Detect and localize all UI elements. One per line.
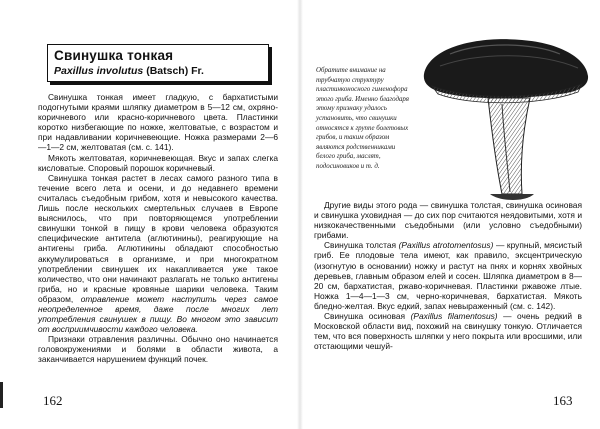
latin-name — [54, 64, 262, 78]
book-gutter — [297, 0, 303, 429]
paragraph-thick — [314, 240, 582, 311]
mushroom-illustration — [410, 34, 594, 210]
page-edge-mark — [0, 382, 3, 408]
latin-genus-species: Paxillus involutus — [54, 65, 144, 77]
illustration-caption: Обратите внимание на трубчатую структуру пластинконосного гименофора этого гриба. Именно благодаря этому признаку удалось установить, что свинушки относятся к группе болетовых грибов, и таким образом являются родственниками белого гриба, маслят, подосиновиков и т. д. — [316, 67, 409, 170]
left-body-text — [38, 92, 278, 365]
page-title: Свинушка тонкая — [54, 48, 174, 63]
mushroom-cap-shape — [424, 39, 588, 98]
title-box — [47, 44, 269, 82]
paragraph-text: Свинушка тонкая растет в лесах самого разного типа в течение всего лета и осени, и до недавнего времени считалась съедобным грибом, хотя и невысокого качества. Лишь после нескольких смертельных случаев в Европе выяснилось, что при повторяющемся употреблении свинушки тонкой в пищу в крови человека образуются специфические антитела (аглютинины), реагирующие на антигены гриба. Аглютинины обладают способностью аккумулироваться в организме, и при многократном употреблении свинушек их накапливается уже такое количество, что они начинают разлагать не только антигены гриба, но и красные кровяные шарики человека. Таким образом, — [38, 172, 278, 304]
page-number-left: 162 — [43, 393, 63, 408]
paragraph: Признаки отравления различны. Обычно оно начинается головокружениями и болями в области живота, а заканчивается нарушением функций почек. — [38, 334, 278, 365]
species-name: Свинушка толстая — [324, 240, 397, 251]
page-number-right: 163 — [553, 393, 573, 408]
latin-author: (Batsch) Fr. — [143, 65, 204, 77]
italic-warning: отравление может наступить через самое неопределенное время, даже после многих лет употребления свинушек в пищу. Во многом это зависит от восприимчивости каждого человека. — [38, 293, 278, 335]
paragraph: Мякоть желтоватая, коричневеющая. Вкус и запах слегка кисловатые. Споровый порошок коричневый. — [38, 152, 278, 173]
right-body-text — [314, 200, 582, 351]
species-latin: (Paxillus atrotomentosus) — [398, 240, 494, 251]
species-description: — крупный, мясистый гриб. Ее плодовые тела имеют, как правило, эксцентрическую (изогнутую в основании) ножку и растут на пнях и корнях хвойных деревьев, главным образом елей и сосен. Шляпка диаметром в 8—20 см, бархатистая, ржаво-коричневая. Пластинки ржавоже лтые. Ножка 1—4—1—3 см, черно-коричневая, бархатистая. Мякоть бледно-желтая. Вкус едкий, запах невыраженный (см. с. 142). — [314, 240, 582, 311]
paragraph — [38, 173, 278, 335]
paragraph: Свинушка тонкая имеет гладкую, с бархатистыми подогнутыми краями шляпку диаметром в 5—12 см, охряно-коричневого или красно-коричневого цвета. Пластинки коротко низбегающие по ножке, желтоватые, с возрастом и при надавливании коричневеющие. Ножка размерами 2—6—1—2 см, желтоватая (см. с. 141). — [38, 92, 278, 153]
species-name: Свинушка осиновая — [324, 311, 406, 322]
species-description: — очень редкий в Московской области вид, похожий на свинушку тонкую. Отличается тем, что вся поверхность шляпки у него покрыта или вросшими, или отстающими чешуй- — [314, 311, 583, 352]
paragraph-aspen — [314, 311, 582, 351]
paragraph: Другие виды этого рода — свинушка толстая, свинушка осиновая и свинушка уховидная — до сих пор считаются неядовитыми, хотя и низкокачественными съедобными (или условно съедобными) грибами. — [314, 200, 582, 241]
species-latin: (Paxillus filamentosus) — [410, 311, 498, 322]
